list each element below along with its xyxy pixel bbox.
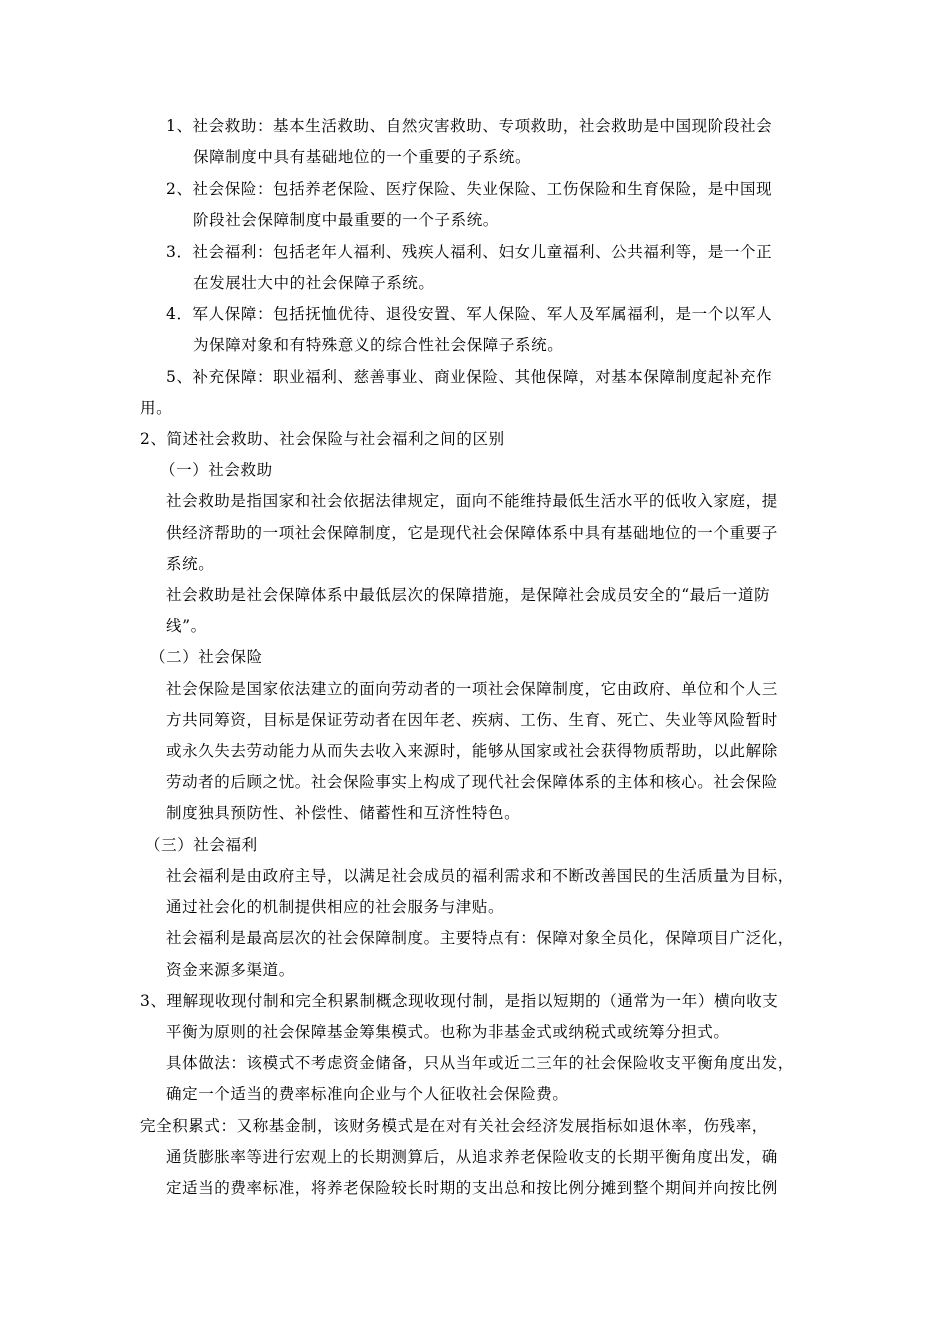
- text-line: 或永久失去劳动能力从而失去收入来源时，能够从国家或社会获得物质帮助，以此解除: [166, 742, 778, 760]
- subsection-heading: （三）社会福利: [145, 836, 258, 854]
- text-line: 通货膨胀率等进行宏观上的长期测算后，从追求养老保险收支的长期平衡角度出发，确: [166, 1148, 778, 1166]
- text-line: 供经济帮助的一项社会保障制度，它是现代社会保障体系中具有基础地位的一个重要子: [166, 524, 778, 542]
- text-line: 制度独具预防性、补偿性、储蓄性和互济性特色。: [166, 804, 521, 822]
- text-line: 社会救助是指国家和社会依据法律规定，面向不能维持最低生活水平的低收入家庭，提: [166, 492, 778, 510]
- text-line: 劳动者的后顾之忧。社会保险事实上构成了现代社会保障体系的主体和核心。社会保险: [166, 773, 778, 791]
- text-line: 4．军人保障：包括抚恤优待、退役安置、军人保险、军人及军属福利，是一个以军人: [166, 305, 773, 323]
- text-line: 3．社会福利：包括老年人福利、残疾人福利、妇女儿童福利、公共福利等，是一个正: [166, 243, 773, 261]
- subsection-heading: （二）社会保险: [150, 648, 263, 666]
- section-heading: 3、理解现收现付制和完全积累制概念现收现付制，是指以短期的（通常为一年）横向收支: [140, 992, 779, 1010]
- text-line: 社会保险是国家依法建立的面向劳动者的一项社会保障制度，它由政府、单位和个人三: [166, 680, 778, 698]
- text-line: 社会救助是社会保障体系中最低层次的保障措施，是保障社会成员安全的“最后一道防: [166, 586, 771, 604]
- text-line: 资金来源多渠道。: [166, 961, 295, 979]
- text-line: 线”。: [166, 617, 207, 635]
- text-line: 阶段社会保障制度中最重要的一个子系统。: [193, 211, 499, 229]
- text-line: 为保障对象和有特殊意义的综合性社会保障子系统。: [193, 336, 564, 354]
- text-line: 系统。: [166, 555, 215, 573]
- text-line: 1、社会救助：基本生活救助、自然灾害救助、专项救助，社会救助是中国现阶段社会: [166, 117, 773, 135]
- text-line: 定适当的费率标准，将养老保险较长时期的支出总和按比例分摊到整个期间并向按比例: [166, 1179, 778, 1197]
- text-line: 保障制度中具有基础地位的一个重要的子系统。: [193, 148, 532, 166]
- text-line: 完全积累式：又称基金制，该财务模式是在对有关社会经济发展指标如退休率，伤残率，: [140, 1117, 768, 1135]
- text-line: 社会福利是最高层次的社会保障制度。主要特点有：保障对象全员化，保障项目广泛化，: [166, 929, 794, 947]
- text-line: 在发展壮大中的社会保障子系统。: [193, 274, 435, 292]
- text-line: 用。: [140, 399, 173, 417]
- text-line: 具体做法：该模式不考虑资金储备，只从当年或近二三年的社会保险收支平衡角度出发，: [166, 1054, 794, 1072]
- text-line: 确定一个适当的费率标准向企业与个人征收社会保险费。: [166, 1085, 569, 1103]
- text-line: 平衡为原则的社会保障基金筹集模式。也称为非基金式或纳税式或统筹分担式。: [166, 1023, 730, 1041]
- text-line: 2、社会保险：包括养老保险、医疗保险、失业保险、工伤保险和生育保险，是中国现: [166, 180, 773, 198]
- text-line: 社会福利是由政府主导，以满足社会成员的福利需求和不断改善国民的生活质量为目标，: [166, 867, 794, 885]
- text-line: 5、补充保障：职业福利、慈善事业、商业保险、其他保障，对基本保障制度起补充作: [166, 368, 773, 386]
- subsection-heading: （一）社会救助: [160, 461, 273, 479]
- section-heading: 2、简述社会救助、社会保险与社会福利之间的区别: [140, 430, 505, 448]
- text-line: 方共同筹资，目标是保证劳动者在因年老、疾病、工伤、生育、死亡、失业等风险暂时: [166, 711, 778, 729]
- text-line: 通过社会化的机制提供相应的社会服务与津贴。: [166, 898, 505, 916]
